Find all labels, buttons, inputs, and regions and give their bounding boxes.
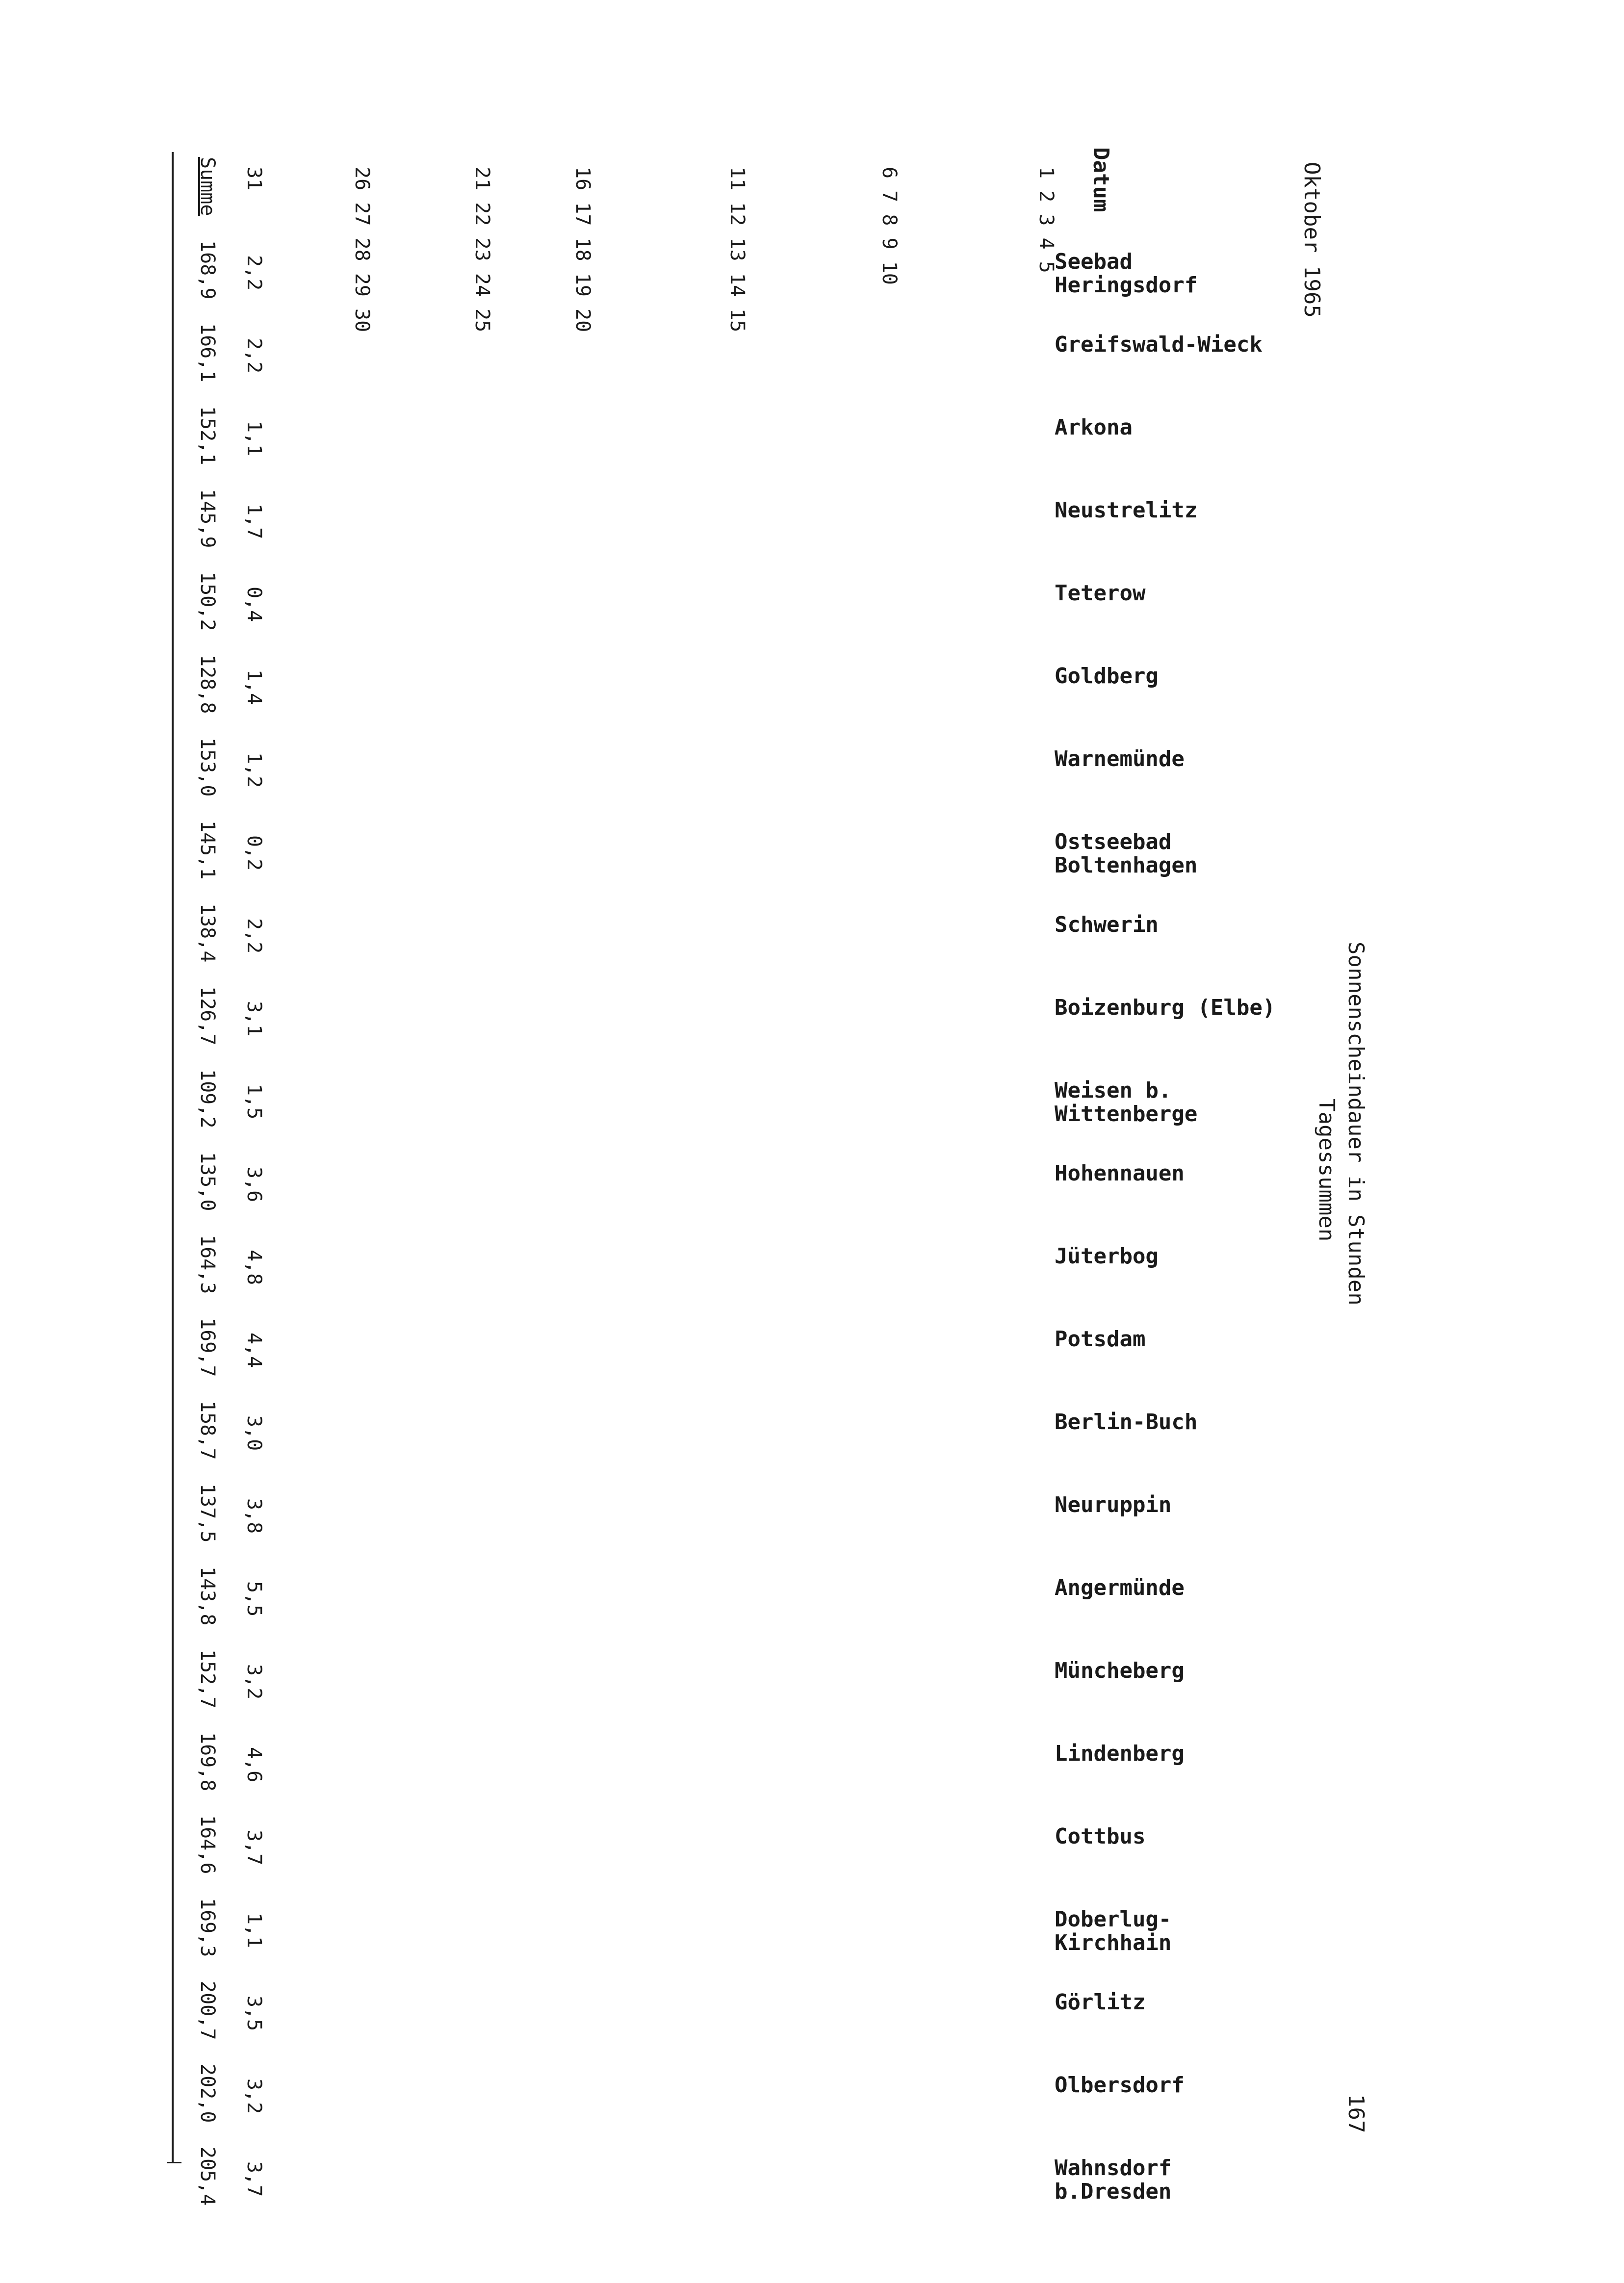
station-day31: 3,2: [243, 2078, 265, 2114]
station-sum: 164,6: [196, 1815, 219, 1874]
station-sum: 205,4: [196, 2147, 219, 2206]
station-sum: 169,8: [196, 1732, 219, 1792]
station-day31: 0,4: [243, 587, 265, 622]
station-name: Warnemünde: [1055, 746, 1185, 771]
station-name-line2: Wittenberge: [1055, 1102, 1198, 1127]
day-group-2: 6 7 8 9 10: [878, 167, 901, 285]
day-group-1: 1 2 3 4 5: [1035, 167, 1057, 273]
station-name: Angermünde: [1055, 1575, 1185, 1600]
station-day31: 4,8: [243, 1250, 265, 1285]
page-number: 167: [1343, 2094, 1368, 2133]
station-name: Jüterbog: [1055, 1244, 1159, 1269]
station-day31: 1,1: [243, 421, 265, 457]
station-sum: 137,5: [196, 1484, 219, 1543]
station-day31: 3,7: [243, 1830, 265, 1866]
station-name: Olbersdorf: [1055, 2073, 1185, 2098]
day-group-5: 21 22 23 24 25: [471, 167, 493, 333]
station-name-line2: b.Dresden: [1055, 2179, 1172, 2204]
station-name: Schwerin: [1055, 912, 1159, 937]
station-day31: 0,2: [243, 835, 265, 871]
station-name: Doberlug-: [1055, 1907, 1172, 1932]
station-name: Görlitz: [1055, 1990, 1146, 2015]
station-name: Berlin-Buch: [1055, 1410, 1198, 1435]
table-left-rule: [172, 152, 174, 2163]
station-day31: 1,5: [243, 1084, 265, 1120]
day-group-3: 11 12 13 14 15: [726, 167, 748, 333]
day-group-7: 31: [243, 167, 265, 191]
station-day31: 2,2: [243, 338, 265, 374]
station-sum: 109,2: [196, 1069, 219, 1129]
station-day31: 4,6: [243, 1747, 265, 1783]
station-name: Potsdam: [1055, 1327, 1146, 1352]
station-sum: 145,1: [196, 821, 219, 880]
station-name: Weisen b.: [1055, 1078, 1172, 1103]
station-sum: 152,1: [196, 406, 219, 465]
station-sum: 169,7: [196, 1318, 219, 1377]
station-sum: 153,0: [196, 738, 219, 797]
station-sum: 150,2: [196, 572, 219, 631]
station-sum: 126,7: [196, 986, 219, 1046]
station-day31: 2,2: [243, 255, 265, 291]
station-sum: 128,8: [196, 655, 219, 714]
station-sum: 145,9: [196, 489, 219, 548]
station-day31: 3,8: [243, 1498, 265, 1534]
date-column-header: Datum: [1088, 147, 1113, 212]
station-name: Boizenburg (Elbe): [1055, 995, 1276, 1020]
station-name-line2: Kirchhain: [1055, 1930, 1172, 1955]
station-name: Cottbus: [1055, 1824, 1146, 1849]
station-name: Neuruppin: [1055, 1492, 1172, 1517]
station-name: Ostseebad: [1055, 829, 1172, 854]
station-sum: 143,8: [196, 1566, 219, 1626]
station-sum: 202,0: [196, 2064, 219, 2123]
subtitle-daily-sums: Tagessummen: [1314, 1099, 1339, 1242]
station-sum: 152,7: [196, 1649, 219, 1709]
station-name-line2: Heringsdorf: [1055, 273, 1198, 298]
station-name: Goldberg: [1055, 664, 1159, 689]
station-day31: 1,2: [243, 752, 265, 788]
station-sum: 200,7: [196, 1981, 219, 2040]
station-day31: 3,7: [243, 2161, 265, 2197]
station-day31: 3,0: [243, 1415, 265, 1451]
station-day31: 1,1: [243, 1913, 265, 1949]
station-sum: 166,1: [196, 323, 219, 383]
day-group-6: 26 27 28 29 30: [351, 167, 373, 333]
station-sum: 164,3: [196, 1235, 219, 1294]
station-day31: 2,2: [243, 918, 265, 954]
sum-label: Summe: [196, 157, 219, 216]
station-name: Müncheberg: [1055, 1658, 1185, 1683]
day-group-4: 16 17 18 19 20: [571, 167, 594, 333]
table-bottom-tick: [167, 2162, 181, 2163]
station-name: Wahnsdorf: [1055, 2155, 1172, 2180]
station-name: Lindenberg: [1055, 1741, 1185, 1766]
station-sum: 168,9: [196, 240, 219, 300]
page-title: Oktober 1965: [1299, 162, 1324, 318]
station-name: Teterow: [1055, 581, 1146, 606]
station-day31: 3,1: [243, 1001, 265, 1037]
station-sum: 138,4: [196, 903, 219, 963]
station-day31: 3,2: [243, 1664, 265, 1700]
station-name: Seebad: [1055, 249, 1133, 274]
station-name: Arkona: [1055, 415, 1133, 440]
station-name-line2: Boltenhagen: [1055, 853, 1198, 878]
station-day31: 1,7: [243, 504, 265, 539]
station-name: Neustrelitz: [1055, 498, 1198, 523]
station-day31: 5,5: [243, 1581, 265, 1617]
station-sum: 158,7: [196, 1401, 219, 1460]
station-day31: 1,4: [243, 669, 265, 705]
subtitle: Sonnenscheindauer in Stunden: [1343, 942, 1368, 1306]
station-sum: 135,0: [196, 1152, 219, 1211]
station-sum: 169,3: [196, 1898, 219, 1957]
station-day31: 3,6: [243, 1167, 265, 1203]
station-day31: 3,5: [243, 1996, 265, 2031]
station-name: Hohennauen: [1055, 1161, 1185, 1186]
station-day31: 4,4: [243, 1333, 265, 1368]
station-name: Greifswald-Wieck: [1055, 332, 1263, 357]
